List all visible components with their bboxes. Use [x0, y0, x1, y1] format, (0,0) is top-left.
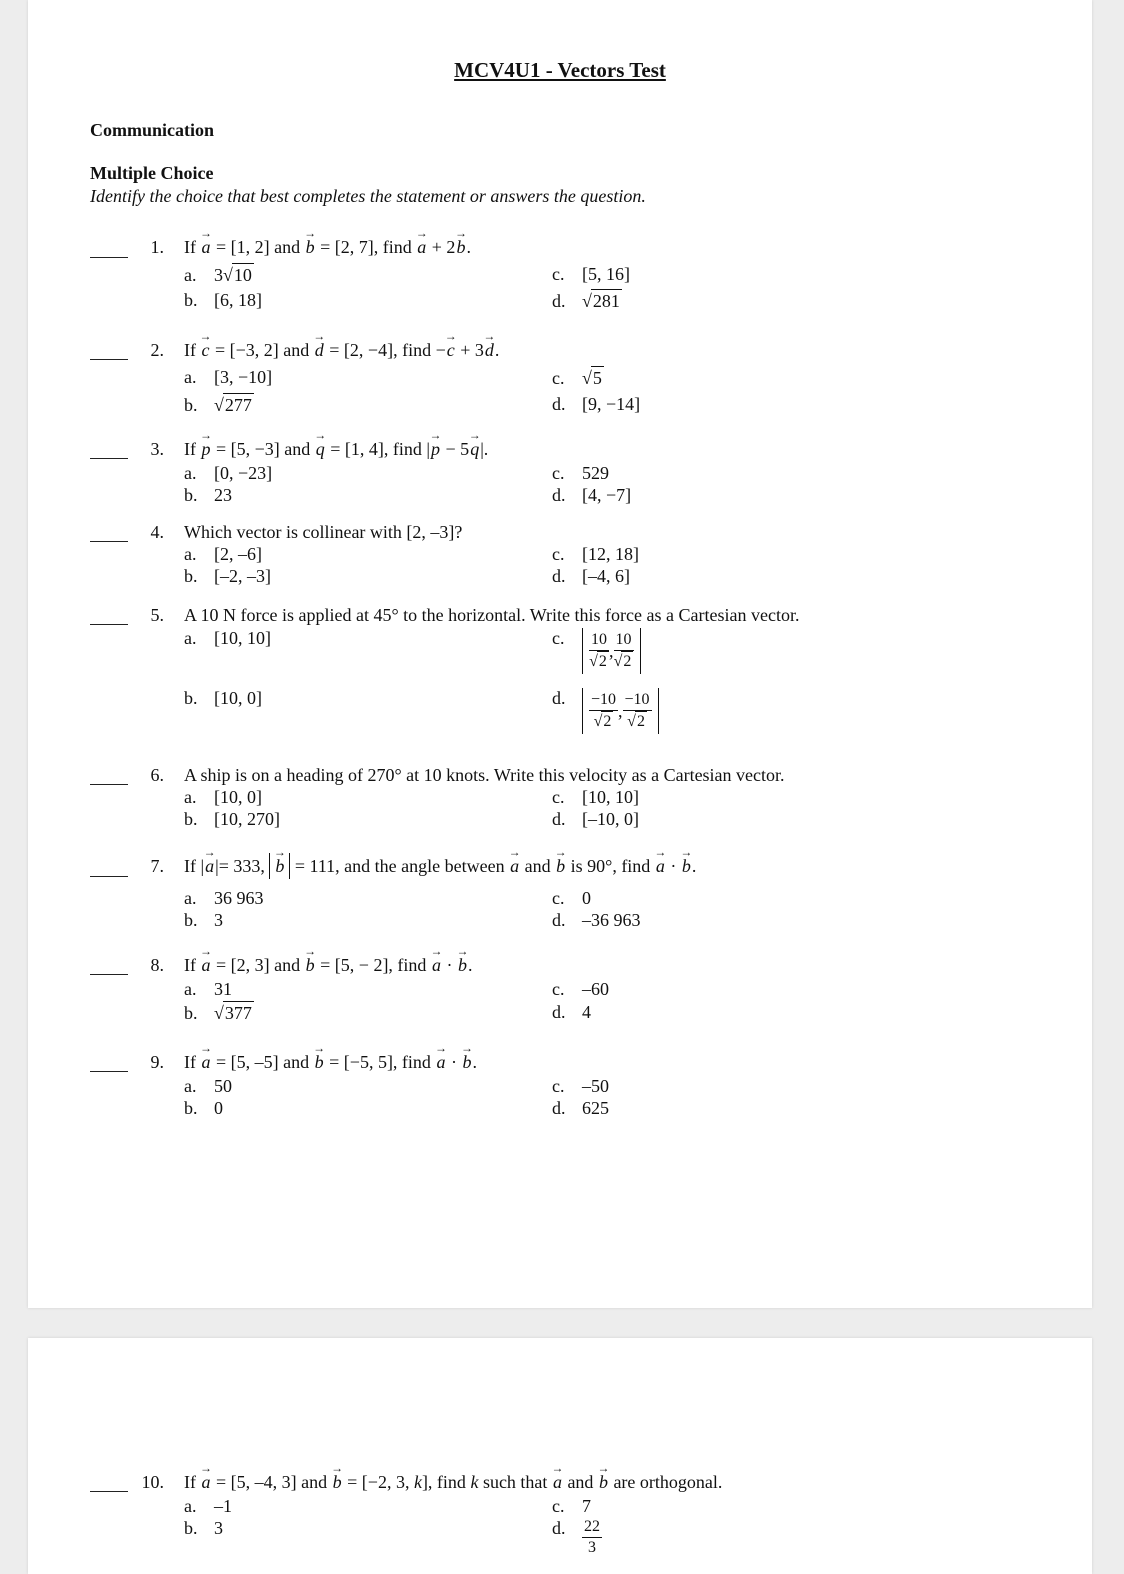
- option-c[interactable]: c. –50: [552, 1076, 609, 1096]
- option-c[interactable]: c. 7: [552, 1496, 591, 1516]
- question-number: 5.: [150, 605, 164, 625]
- question-number: 1.: [150, 237, 164, 257]
- option-c[interactable]: c. √5: [552, 368, 602, 388]
- question-text: Which vector is collinear with [2, –3]?: [184, 522, 463, 542]
- page-title: MCV4U1 - Vectors Test: [454, 58, 666, 82]
- answer-blank[interactable]: [90, 1071, 128, 1072]
- option-a[interactable]: a. 31: [184, 979, 232, 999]
- question-text: If a → = [1, 2] and b → = [2, 7], find a → + 2b →.: [184, 236, 471, 258]
- question-number: 6.: [150, 765, 164, 785]
- option-d[interactable]: d. –36 963: [552, 910, 641, 930]
- option-a[interactable]: a. –1: [184, 1496, 232, 1516]
- option-b[interactable]: b. 0: [184, 1098, 223, 1118]
- question-text: If c → = [−3, 2] and d → = [2, −4], find −c → + 3d →.: [184, 339, 499, 361]
- question-text: A ship is on a heading of 270° at 10 knots. Write this velocity as a Cartesian vector.: [184, 765, 785, 785]
- question-number: 8.: [150, 955, 164, 975]
- option-b[interactable]: b. √377: [184, 1003, 252, 1023]
- option-a[interactable]: a. [2, –6]: [184, 544, 262, 564]
- answer-blank[interactable]: [90, 624, 128, 625]
- option-a[interactable]: a. 3√10: [184, 265, 252, 285]
- option-a[interactable]: a. 36 963: [184, 888, 264, 908]
- answer-blank[interactable]: [90, 974, 128, 975]
- part-heading: Multiple Choice: [90, 163, 214, 183]
- option-d[interactable]: d. [–10, 0]: [552, 809, 639, 829]
- option-a[interactable]: a. [10, 0]: [184, 787, 262, 807]
- option-d[interactable]: d. 4: [552, 1002, 591, 1022]
- option-d[interactable]: d. [–4, 6]: [552, 566, 630, 586]
- question-text: If |a →|= 333, b → = 111, and the angle between a → and b → is 90°, find a → · b →.: [184, 853, 696, 879]
- answer-blank[interactable]: [90, 359, 128, 360]
- question-number: 4.: [150, 522, 164, 542]
- option-a[interactable]: a. 50: [184, 1076, 232, 1096]
- answer-blank[interactable]: [90, 541, 128, 542]
- option-b[interactable]: b. [–2, –3]: [184, 566, 271, 586]
- option-b[interactable]: b. √277: [184, 395, 252, 415]
- option-c[interactable]: c. $\frac{10}{√2}$ , $\frac{10}{√2}$: [552, 627, 641, 674]
- option-d[interactable]: d. [4, −7]: [552, 485, 632, 505]
- option-b[interactable]: b. 3: [184, 1518, 223, 1538]
- question-number: 2.: [150, 340, 164, 360]
- option-c[interactable]: c. [5, 16]: [552, 264, 630, 284]
- option-d[interactable]: d. $\frac{-10}{√2}$ , $\frac{-10}{√2}$: [552, 687, 659, 734]
- option-d[interactable]: d. $\frac{22}{3}$: [552, 1518, 600, 1556]
- answer-blank[interactable]: [90, 1491, 128, 1492]
- question-text: If a → = [2, 3] and b → = [5, − 2], find a → · b →.: [184, 954, 472, 976]
- answer-blank[interactable]: [90, 458, 128, 459]
- question-text: If a → = [5, –5] and b → = [−5, 5], find a → · b →.: [184, 1051, 477, 1073]
- question-text: If a → = [5, –4, 3] and b → = [−2, 3, k], find k such that a → and b → are orthogonal.: [184, 1471, 722, 1493]
- question-text: If p → = [5, −3] and q → = [1, 4], find |p → − 5q →|.: [184, 438, 488, 460]
- option-b[interactable]: b. [6, 18]: [184, 290, 262, 310]
- section-heading: Communication: [90, 120, 215, 140]
- question-text: A 10 N force is applied at 45° to the horizontal. Write this force as a Cartesian vector.: [184, 605, 800, 625]
- option-b[interactable]: b. 3: [184, 910, 223, 930]
- test-page-1: [28, 0, 1092, 1308]
- question-number: 9.: [150, 1052, 164, 1072]
- option-d[interactable]: d. 625: [552, 1098, 609, 1118]
- test-page-2: [28, 1338, 1092, 1574]
- option-c[interactable]: c. –60: [552, 979, 609, 999]
- answer-blank[interactable]: [90, 784, 128, 785]
- option-a[interactable]: a. [10, 10]: [184, 628, 271, 648]
- option-c[interactable]: c. 0: [552, 888, 591, 908]
- question-number: 7.: [150, 856, 164, 876]
- answer-blank[interactable]: [90, 257, 128, 258]
- option-c[interactable]: c. 529: [552, 463, 609, 483]
- instructions: Identify the choice that best completes the statement or answers the question.: [90, 186, 646, 206]
- option-d[interactable]: d. √281: [552, 291, 620, 311]
- option-c[interactable]: c. [12, 18]: [552, 544, 639, 564]
- option-b[interactable]: b. 23: [184, 485, 232, 505]
- question-number: 3.: [150, 439, 164, 459]
- option-d[interactable]: d. [9, −14]: [552, 394, 641, 414]
- answer-blank[interactable]: [90, 876, 128, 877]
- option-a[interactable]: a. [0, −23]: [184, 463, 273, 483]
- option-c[interactable]: c. [10, 10]: [552, 787, 639, 807]
- option-b[interactable]: b. [10, 270]: [184, 809, 280, 829]
- option-b[interactable]: b. [10, 0]: [184, 688, 262, 708]
- option-a[interactable]: a. [3, −10]: [184, 367, 273, 387]
- question-number: 10.: [141, 1472, 164, 1492]
